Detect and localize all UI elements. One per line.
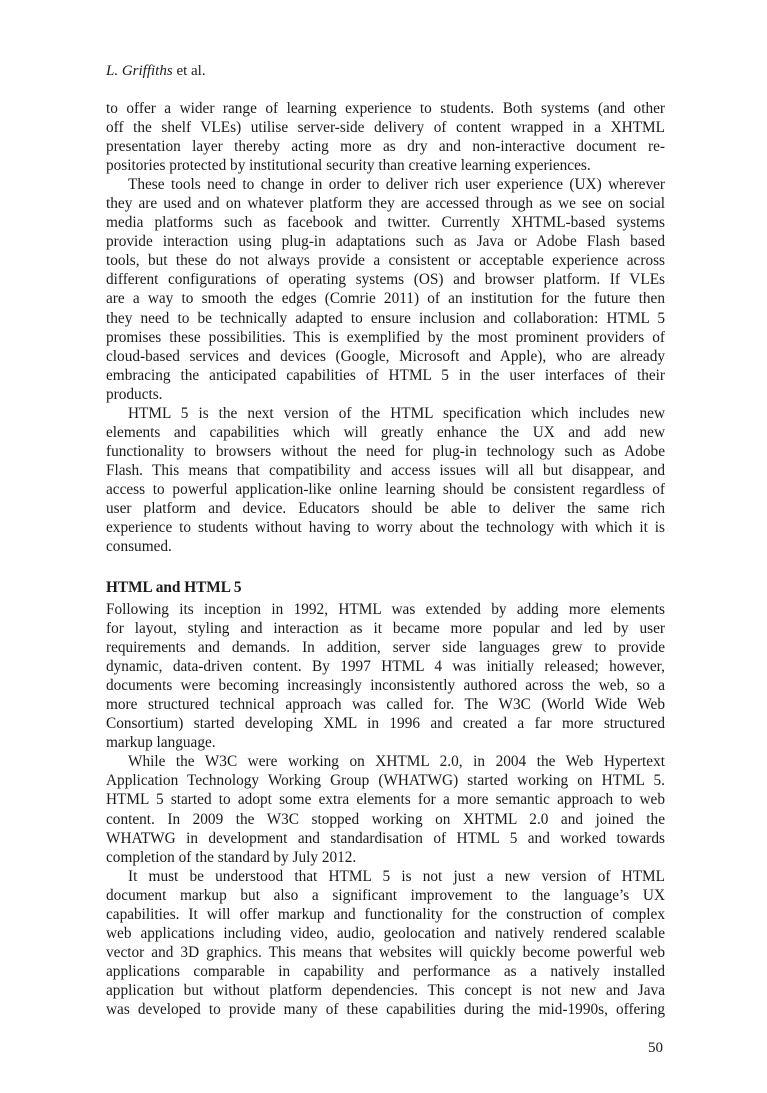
section-1-body: [106, 99, 665, 556]
text-line: different configurations of operating systems (OS) and browser platform. If VLEs: [106, 271, 665, 289]
paragraph: [106, 867, 665, 1019]
paragraph: [106, 752, 665, 866]
text-line: content. In 2009 the W3C stopped working on XHTML 2.0 and joined the: [106, 810, 665, 828]
text-line: Application Technology Working Group (WHATWG) started working on HTML 5.: [106, 772, 665, 790]
text-line: requirements and demands. In addition, server side languages grew to provide: [106, 639, 665, 657]
text-line: applications comparable in capability and performance as a natively installed: [106, 962, 665, 980]
text-line: completion of the standard by July 2012.: [106, 848, 357, 866]
text-line: Flash. This means that compatibility and access issues will all but disappear, and: [106, 461, 665, 479]
text-line: was developed to provide many of these capabilities during the mid-1990s, offering: [106, 1000, 665, 1018]
text-line: consumed.: [106, 538, 172, 556]
text-line: cloud-based services and devices (Google, Microsoft and Apple), who are already: [106, 347, 665, 365]
text-line: These tools need to change in order to deliver rich user experience (UX) wherever: [128, 176, 665, 194]
section-2-body: [106, 600, 665, 1019]
text-line: promises these possibilities. This is exemplified by the most prominent providers of: [106, 328, 665, 346]
text-line: It must be understood that HTML 5 is not just a new version of HTML: [128, 867, 665, 885]
text-line: to offer a wider range of learning experience to students. Both systems (and other: [106, 100, 665, 117]
text-line: access to powerful application-like online learning should be consistent regardless of: [106, 480, 665, 498]
text-line: While the W3C were working on XHTML 2.0, in 2004 the Web Hypertext: [128, 753, 665, 771]
text-line: document markup but also a significant improvement to the language’s UX: [106, 886, 665, 904]
text-line: WHATWG in development and standardisation of HTML 5 and worked towards: [106, 829, 665, 847]
text-line: positories protected by institutional security than creative learning experiences.: [106, 157, 591, 175]
paragraph: [106, 175, 665, 404]
text-line: products.: [106, 385, 163, 403]
text-line: user platform and device. Educators should be able to deliver the same rich: [106, 499, 665, 517]
page-number: 50: [648, 1040, 663, 1056]
text-line: capabilities. It will offer markup and functionality for the construction of complex: [106, 905, 665, 923]
text-line: more structured technical approach was called for. The W3C (World Wide Web: [106, 696, 665, 714]
text-line: experience to students without having to worry about the technology with which it is: [106, 519, 665, 537]
text-line: vector and 3D graphics. This means that websites will quickly become powerful web: [106, 943, 665, 961]
text-line: elements and capabilities which will greatly enhance the UX and add new: [106, 423, 665, 441]
text-line: Following its inception in 1992, HTML was extended by adding more elements: [106, 601, 665, 618]
paragraph: [106, 404, 665, 556]
text-line: web applications including video, audio, geolocation and natively rendered scalable: [106, 924, 665, 942]
running-head-suffix: et al.: [172, 63, 206, 79]
text-line: they need to be technically adapted to ensure inclusion and collaboration: HTML 5: [106, 309, 665, 327]
text-line: documents were becoming increasingly inconsistently authored across the web, so a: [106, 677, 665, 695]
section-heading: HTML and HTML 5: [106, 579, 242, 596]
text-line: functionality to browsers without the need for plug-in technology such as Adobe: [106, 442, 665, 460]
text-line: provide interaction using plug-in adaptations such as Java or Adobe Flash based: [106, 233, 665, 251]
text-line: Consortium) started developing XML in 1996 and created a far more structured: [106, 715, 665, 733]
text-line: media platforms such as facebook and twitter. Currently XHTML-based systems: [106, 214, 665, 232]
paragraph: [106, 99, 665, 175]
text-line: are a way to smooth the edges (Comrie 2011) of an institution for the future then: [106, 290, 665, 308]
text-line: embracing the anticipated capabilities of HTML 5 in the user interfaces of their: [106, 366, 665, 384]
text-line: tools, but these do not always provide a consistent or acceptable experience across: [106, 252, 665, 270]
text-line: dynamic, data-driven content. By 1997 HTML 4 was initially released; however,: [106, 658, 665, 676]
text-line: markup language.: [106, 734, 216, 752]
text-line: off the shelf VLEs) utilise server-side delivery of content wrapped in a XHTML: [106, 119, 665, 137]
running-head-author: L. Griffiths: [106, 63, 173, 79]
paragraph: [106, 600, 665, 752]
text-line: presentation layer thereby acting more as dry and non-interactive document re-: [106, 138, 665, 156]
text-line: for layout, styling and interaction as it became more popular and led by user: [106, 620, 665, 638]
running-head: [106, 62, 206, 81]
text-line: HTML 5 started to adopt some extra elements for a more semantic approach to web: [106, 791, 665, 809]
text-line: HTML 5 is the next version of the HTML specification which includes new: [128, 404, 665, 422]
text-line: they are used and on whatever platform they are accessed through as we see on social: [106, 195, 665, 213]
text-line: application but without platform dependencies. This concept is not new and Java: [106, 981, 665, 999]
